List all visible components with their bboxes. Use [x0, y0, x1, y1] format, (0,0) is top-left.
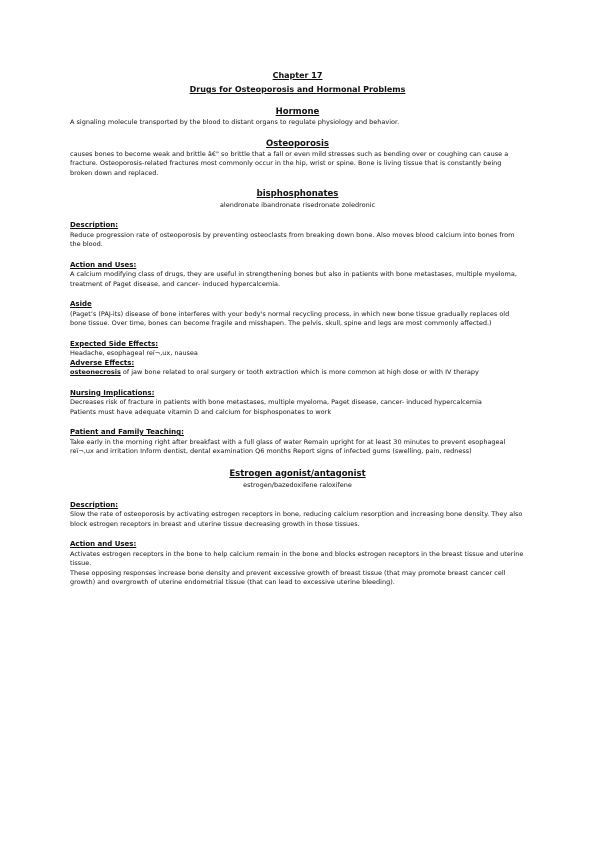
bisphosphonates-section [70, 189, 525, 457]
patient-teaching-label: Patient and Family Teaching: [70, 428, 184, 436]
nursing-implications-line-1: Decreases risk of fracture in patients with bone metastases, multiple myeloma, Paget disease, cancer- induced hypercalcemia [70, 398, 482, 406]
estrogen-heading: Estrogen agonist/antagonist [229, 468, 366, 479]
bisphosphonates-action: A calcium modifying class of drugs, they are useful in strengthening bones but also in patients with bone metastases, multiple myeloma, treatment of Paget disease, and cancer- induced hypercalcemia. [70, 270, 517, 288]
bisphosphonates-aside-label: Aside [70, 300, 92, 308]
osteoporosis-definition: causes bones to become weak and brittle â€" so brittle that a fall or even mild stresses such as bending over or coughing can cause a fracture. Osteoporosis-related fractures most commonly occur in the hip, wrist or spine. Bone is living tissue that is constantly being broken down and replaced. [70, 149, 509, 177]
osteoporosis-heading: Osteoporosis [266, 138, 329, 149]
bisphosphonates-action-label: Action and Uses: [70, 260, 137, 269]
adverse-effects-text: of jaw bone related to oral surgery or tooth extraction which is more common at high dose or with IV therapy [120, 368, 479, 376]
estrogen-action-line-1: Activates estrogen receptors in the bone to help calcium remain in the bone and blocks estrogen receptors in the breast tissue and uterine tissue. [70, 549, 524, 567]
nursing-implications-label: Nursing Implications: [70, 388, 155, 397]
hormone-definition: A signaling molecule transported by the blood to distant organs to regulate physiology and behavior. [70, 118, 400, 126]
adverse-effects [70, 368, 525, 378]
bisphosphonates-description-label: Description: [70, 221, 119, 229]
patient-teaching: Take early in the morning right after breakfast with a full glass of water Remain upright for at least 30 minutes to prevent esophageal reï¬‚ux and irritation Inform dentist, dental examination Q6 months Report signs of infected gums (swelling, pain, redness) [70, 437, 506, 455]
nursing-implications-line-2: Patients must have adequate vitamin D and calcium for bisphosponates to work [70, 407, 332, 416]
expected-side-effects: Headache, esophageal reï¬‚ux, nausea [70, 349, 198, 357]
expected-side-effects-label: Expected Side Effects: [70, 339, 159, 348]
estrogen-drug-list: estrogen/bazedoxifene raloxifene [243, 480, 352, 489]
hormone-section [70, 107, 525, 128]
document-title: Drugs for Osteoporosis and Hormonal Problems [189, 85, 406, 94]
adverse-effects-term: osteonecrosis [70, 368, 121, 376]
bisphosphonates-description: Reduce progression rate of osteoporosis by preventing osteoclasts from breaking down bone. Also moves blood calcium into bones from the blood. [70, 230, 515, 248]
bisphosphonates-drug-list: alendronate ibandronate risedronate zoledronic [219, 201, 376, 209]
osteoporosis-section [70, 139, 525, 179]
estrogen-action-label: Action and Uses: [70, 540, 137, 548]
adverse-effects-label: Adverse Effects: [70, 358, 135, 367]
estrogen-action-line-2: These opposing responses increase bone density and prevent excessive growth of breast tissue (that may promote breast cancer cell growth) and overgrowth of uterine endometrial tissue (that can lead to excessive uterine bleeding). [70, 568, 506, 586]
hormone-heading: Hormone [275, 107, 320, 117]
estrogen-section [70, 469, 525, 588]
bisphosphonates-heading: bisphosphonates [256, 189, 339, 199]
chapter-number: Chapter 17 [272, 71, 323, 80]
estrogen-description-label: Description: [70, 500, 119, 509]
estrogen-description: Slow the rate of osteoporosis by activating estrogen receptors in bone, reducing calcium resorption and increasing bone density. They also block estrogen receptors in breast and uterine tissue decreasing growth in those tissues. [70, 510, 523, 528]
bisphosphonates-aside: (Paget’s (PAJ-its) disease of bone interferes with your body's normal recycling process, in which new bone tissue gradually replaces old bone tissue. Over time, bones can become fragile and misshapen. The pelvis, skull, spine and legs are most commonly affected.) [70, 309, 510, 327]
